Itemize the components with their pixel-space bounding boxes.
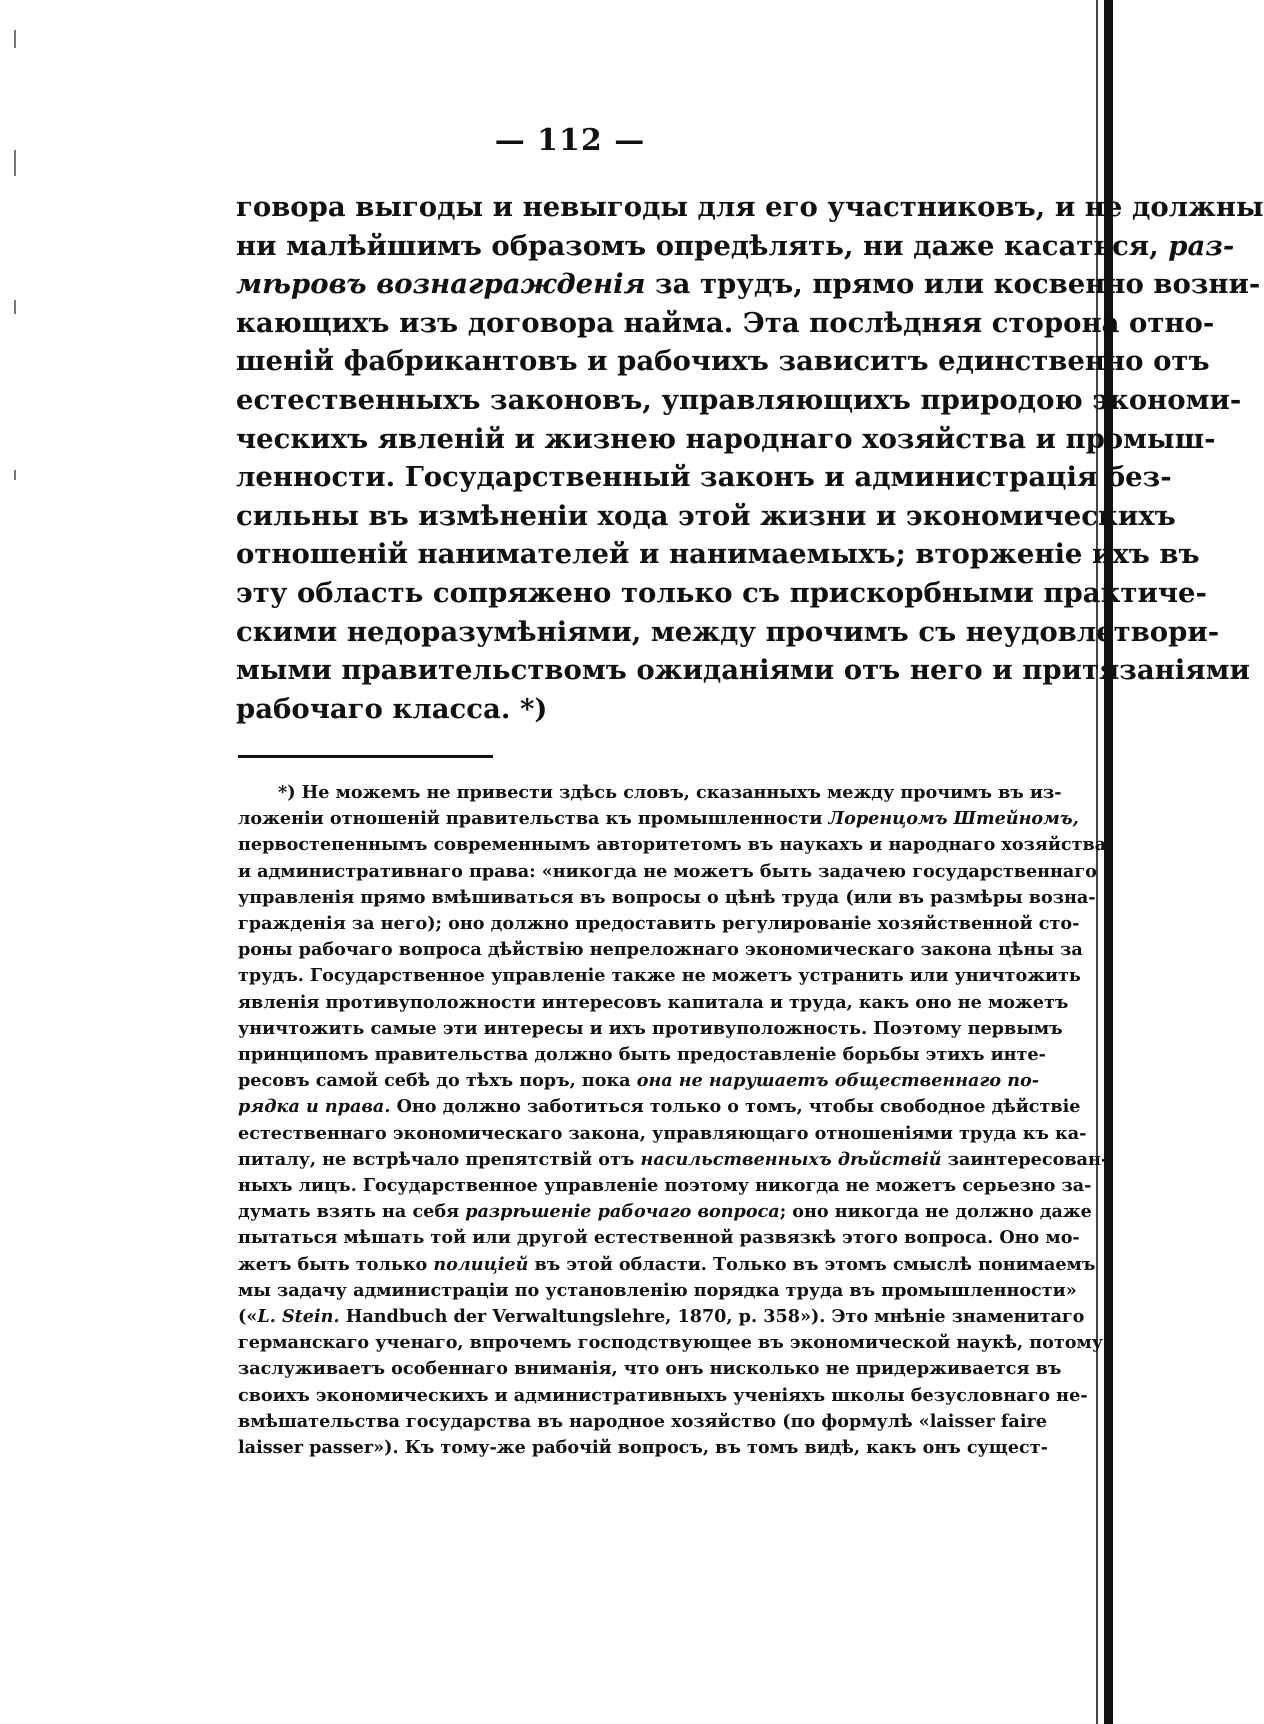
footnote-line: жетъ быть только полиціей въ этой области. Только въ этомъ смыслѣ понимаемъ xyxy=(238,1253,1096,1275)
italic-phrase: рядка и права. xyxy=(238,1096,391,1118)
paragraph-line: сильны въ измѣненіи хода этой жизни и экономическихъ xyxy=(236,499,1176,532)
paragraph-line: мѣровъ вознагражденія за трудъ, прямо или косвенно возни- xyxy=(236,268,1261,301)
italic-term: раз- xyxy=(1168,229,1235,262)
footnote-line: laisser passer»). Къ тому-же рабочій вопросъ, въ томъ видѣ, какъ онъ сущест- xyxy=(238,1437,1048,1459)
italic-phrase: она не нарушаетъ общественнаго по- xyxy=(636,1070,1040,1092)
footnote-line: *) Не можемъ не привести здѣсь словъ, сказанныхъ между прочимъ въ из- xyxy=(278,782,1062,803)
footnote-line: гражденія за него); оно должно предоставить регулированіе хозяйственной сто- xyxy=(238,913,1080,935)
italic-phrase: насильственныхъ дѣйствій xyxy=(640,1148,942,1170)
footnote-line: уничтожить самые эти интересы и ихъ противуположность. Поэтому первымъ xyxy=(238,1017,1063,1039)
footnote xyxy=(238,780,1109,1461)
scan-mark xyxy=(14,30,16,48)
paragraph-line: мыми правительствомъ ожиданіями отъ него и притязаніями xyxy=(236,654,1250,687)
footnote-line: («L. Stein. Handbuch der Verwaltungslehre, 1870, p. 358»). Это мнѣніе знаменитаго xyxy=(238,1306,1085,1328)
page-number: — 112 — xyxy=(494,123,646,158)
paragraph-line: естественныхъ законовъ, управляющихъ природою экономи- xyxy=(236,383,1242,416)
footnote-line: пытаться мѣшать той или другой естественной развязкѣ этого вопроса. Оно мо- xyxy=(238,1227,1080,1249)
footnote-separator xyxy=(238,755,493,758)
footnote-line: принципомъ правительства должно быть предоставленіе борьбы этихъ инте- xyxy=(238,1044,1046,1066)
paragraph-line: ческихъ явленій и жизнею народнаго хозяйства и промыш- xyxy=(236,422,1216,455)
footnote-line: первостепеннымъ современнымъ авторитетомъ въ наукахъ и народнаго хозяйства xyxy=(238,834,1107,856)
italic-phrase: полиціей xyxy=(433,1253,529,1275)
footnote-line: явленія противуположности интересовъ капитала и труда, какъ оно не можетъ xyxy=(238,991,1069,1013)
footnote-line: вмѣшательства государства въ народное хозяйство (по формулѣ «laisser faire xyxy=(238,1410,1047,1432)
paragraph-line: отношеній нанимателей и нанимаемыхъ; вторженіе ихъ въ xyxy=(236,538,1200,571)
italic-term: мѣровъ вознагражденія xyxy=(236,268,646,301)
footnote-line: рядка и права. Оно должно заботиться только о томъ, чтобы свободное дѣйствіе xyxy=(238,1096,1081,1118)
footnote-line: ныхъ лицъ. Государственное управленіе поэтому никогда не можетъ серьезно за- xyxy=(238,1175,1092,1197)
footnote-line: и административнаго права: «никогда не можетъ быть задачею государственнаго xyxy=(238,860,1097,882)
footnote-line: роны рабочаго вопроса дѣйствію непреложнаго экономическаго закона цѣны за xyxy=(238,939,1083,961)
footnote-line: мы задачу администраціи по установленію порядка труда въ промышленности» xyxy=(238,1279,1077,1301)
paragraph-line: скими недоразумѣніями, между прочимъ съ неудовлетвори- xyxy=(236,615,1220,648)
italic-citation-author: L. Stein. xyxy=(257,1306,340,1328)
paragraph-line: шеній фабрикантовъ и рабочихъ зависитъ единственно отъ xyxy=(236,345,1210,378)
footnote-line: естественнаго экономическаго закона, управляющаго отношеніями труда къ ка- xyxy=(238,1122,1087,1144)
footnote-line: трудъ. Государственное управленіе также не можетъ устранить или уничтожить xyxy=(238,965,1081,987)
footnote-line: питалу, не встрѣчало препятствій отъ насильственныхъ дѣйствій заинтересован- xyxy=(238,1148,1109,1170)
paragraph-line: кающихъ изъ договора найма. Эта послѣдняя сторона отно- xyxy=(236,306,1215,339)
paragraph-line: ленности. Государственный законъ и администрація без- xyxy=(236,461,1172,494)
main-paragraph xyxy=(236,188,1264,728)
footnote-line: ресовъ самой себѣ до тѣхъ поръ, пока она не нарушаетъ общественнаго по- xyxy=(238,1070,1040,1092)
footnote-line: германскаго ученаго, впрочемъ господствующее въ экономической наукѣ, потому xyxy=(238,1332,1104,1354)
italic-phrase: разрѣшеніе рабочаго вопроса xyxy=(465,1201,780,1223)
footnote-line: думать взять на себя разрѣшеніе рабочаго вопроса; оно никогда не должно даже xyxy=(238,1201,1092,1223)
footnote-line: своихъ экономическихъ и административныхъ ученіяхъ школы безусловнаго не- xyxy=(238,1384,1088,1406)
italic-author-name: Лоренцомъ Штейномъ, xyxy=(828,808,1079,830)
paragraph-line: ни малѣйшимъ образомъ опредѣлять, ни даже касаться, раз- xyxy=(236,229,1235,262)
paragraph-line-last: рабочаго класса. *) xyxy=(236,692,548,725)
scan-mark xyxy=(14,300,16,314)
footnote-line: ложеніи отношеній правительства къ промышленности Лоренцомъ Штейномъ, xyxy=(238,808,1079,830)
scan-mark xyxy=(14,470,16,480)
paragraph-line: эту область сопряжено только съ прискорбными практиче- xyxy=(236,576,1207,609)
paragraph-line: говора выгоды и невыгоды для его участниковъ, и не должны xyxy=(236,191,1264,223)
footnote-line: заслуживаетъ особеннаго вниманія, что онъ нисколько не придерживается въ xyxy=(238,1358,1062,1380)
footnote-line: управленія прямо вмѣшиваться въ вопросы о цѣнѣ труда (или въ размѣры возна- xyxy=(238,886,1096,908)
